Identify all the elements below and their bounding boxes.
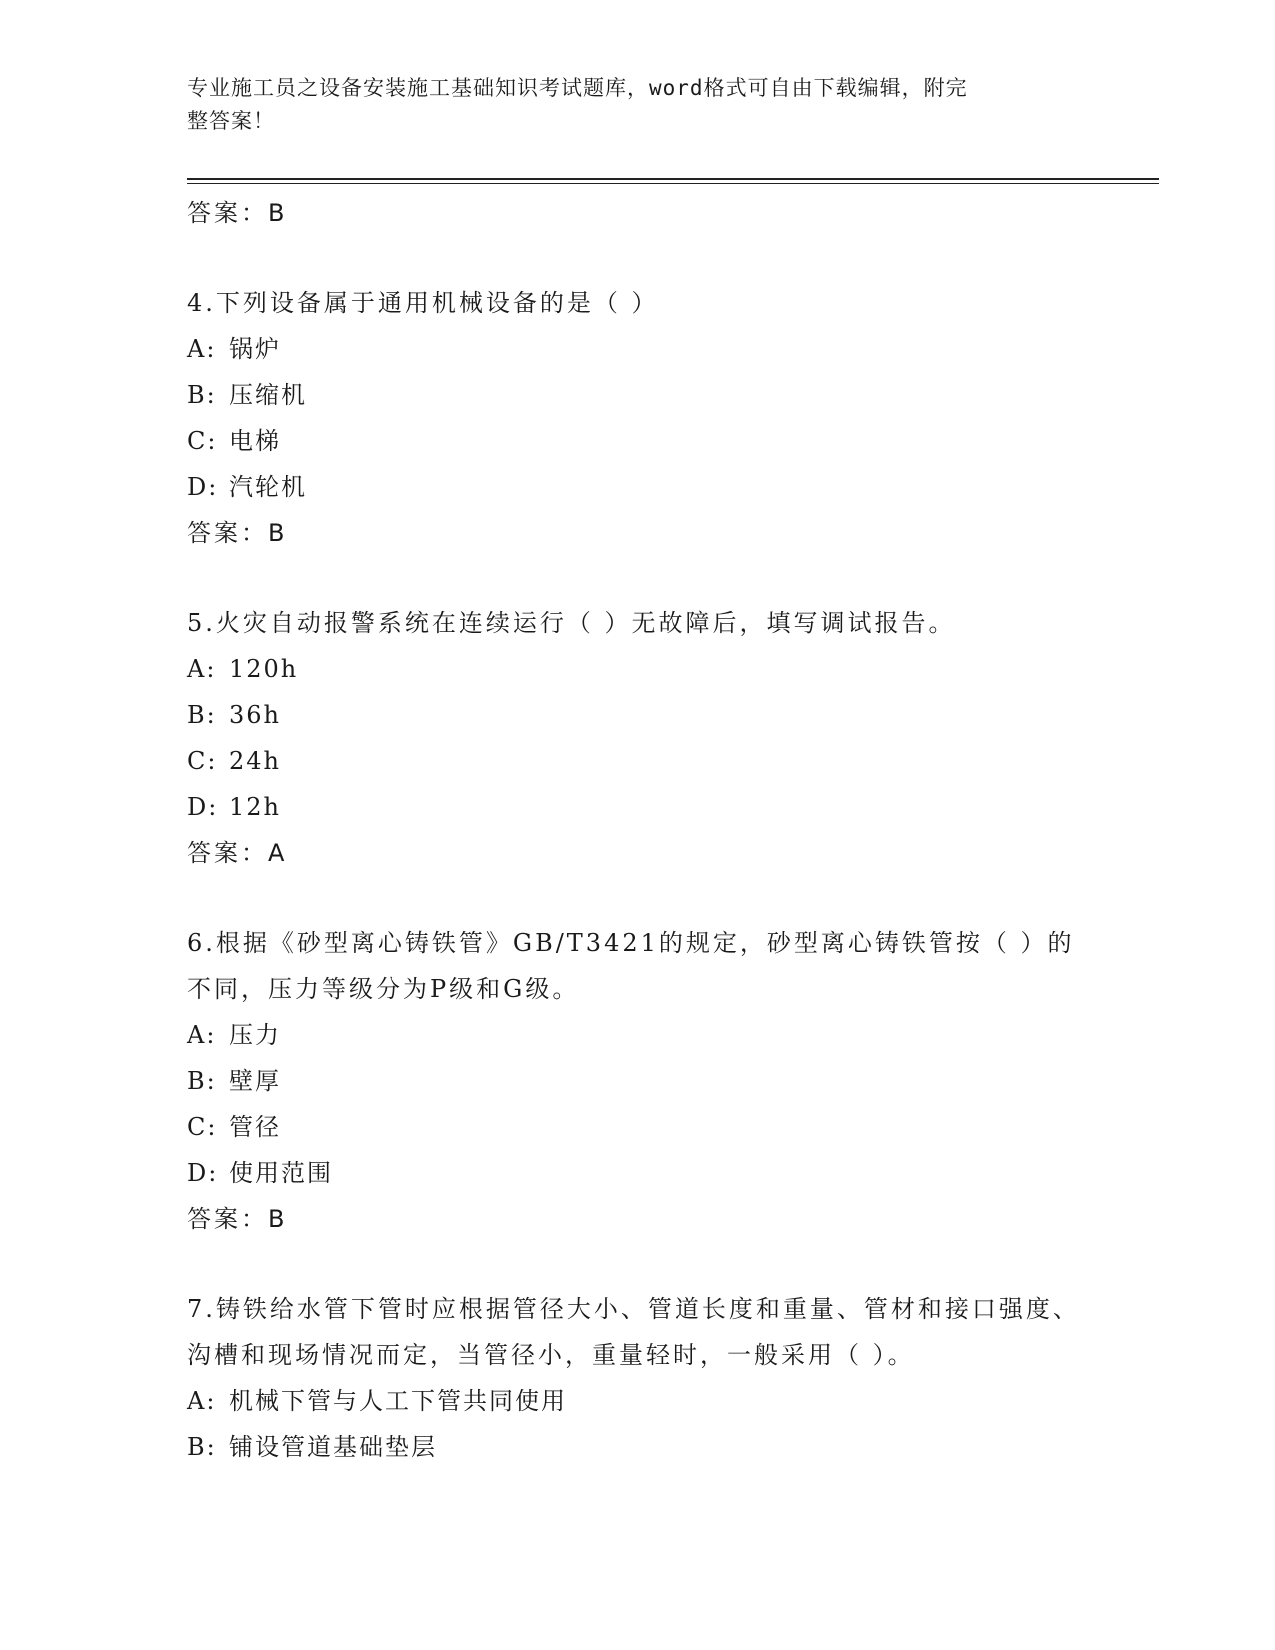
option-key: D: bbox=[187, 473, 219, 501]
answer: 答案：B bbox=[187, 519, 288, 547]
question-4 bbox=[187, 280, 1087, 556]
option-text: 汽轮机 bbox=[229, 473, 307, 501]
option-key: C: bbox=[187, 427, 218, 455]
option-text: 锅炉 bbox=[229, 335, 281, 363]
option-a bbox=[187, 646, 1087, 692]
option-text: 压力 bbox=[229, 1021, 281, 1049]
option-c bbox=[187, 1104, 1087, 1150]
question-5 bbox=[187, 600, 1087, 876]
option-d bbox=[187, 1150, 1087, 1196]
question-text: 4.下列设备属于通用机械设备的是（ ） bbox=[187, 289, 659, 317]
option-text: 12h bbox=[229, 793, 281, 821]
option-text: 36h bbox=[229, 701, 281, 729]
header-rule bbox=[187, 178, 1159, 180]
option-text: 铺设管道基础垫层 bbox=[229, 1433, 437, 1461]
header-rule-thin bbox=[187, 183, 1159, 184]
option-text: 压缩机 bbox=[229, 381, 307, 409]
option-key: A: bbox=[187, 655, 217, 683]
option-key: B: bbox=[187, 701, 217, 729]
option-key: C: bbox=[187, 1113, 218, 1141]
document-header bbox=[187, 72, 1067, 138]
option-key: B: bbox=[187, 1067, 217, 1095]
option-text: 使用范围 bbox=[229, 1159, 333, 1187]
option-key: B: bbox=[187, 1433, 217, 1461]
question-6 bbox=[187, 920, 1087, 1242]
option-text: 壁厚 bbox=[229, 1067, 281, 1095]
option-c bbox=[187, 418, 1087, 464]
question-text: 5.火灾自动报警系统在连续运行（ ）无故障后，填写调试报告。 bbox=[187, 609, 956, 637]
option-text: 管径 bbox=[229, 1113, 281, 1141]
option-b bbox=[187, 692, 1087, 738]
document-body bbox=[187, 190, 1087, 1470]
option-d bbox=[187, 784, 1087, 830]
previous-answer: 答案：B bbox=[187, 199, 288, 227]
option-b bbox=[187, 372, 1087, 418]
option-text: 机械下管与人工下管共同使用 bbox=[229, 1387, 567, 1415]
option-a bbox=[187, 326, 1087, 372]
answer: 答案：A bbox=[187, 839, 288, 867]
option-d bbox=[187, 464, 1087, 510]
header-line-2: 整答案！ bbox=[187, 109, 275, 133]
option-key: D: bbox=[187, 1159, 219, 1187]
question-7 bbox=[187, 1286, 1087, 1470]
question-text: 7.铸铁给水管下管时应根据管径大小、管道长度和重量、管材和接口强度、沟槽和现场情况而定，当管径小，重量轻时，一般采用（ ）。 bbox=[187, 1295, 1080, 1369]
option-key: B: bbox=[187, 381, 217, 409]
option-text: 120h bbox=[229, 655, 299, 683]
option-key: A: bbox=[187, 1387, 217, 1415]
option-key: A: bbox=[187, 335, 217, 363]
option-text: 24h bbox=[229, 747, 281, 775]
option-c bbox=[187, 738, 1087, 784]
option-key: A: bbox=[187, 1021, 217, 1049]
option-text: 电梯 bbox=[229, 427, 281, 455]
header-line-1: 专业施工员之设备安装施工基础知识考试题库，word格式可自由下载编辑，附完 bbox=[187, 76, 968, 100]
option-a bbox=[187, 1012, 1087, 1058]
option-b bbox=[187, 1424, 1087, 1470]
option-a bbox=[187, 1378, 1087, 1424]
option-key: C: bbox=[187, 747, 218, 775]
answer: 答案：B bbox=[187, 1205, 288, 1233]
question-text: 6.根据《砂型离心铸铁管》GB/T3421的规定，砂型离心铸铁管按（ ）的不同，压力等级分为P级和G级。 bbox=[187, 929, 1075, 1003]
option-key: D: bbox=[187, 793, 219, 821]
option-b bbox=[187, 1058, 1087, 1104]
